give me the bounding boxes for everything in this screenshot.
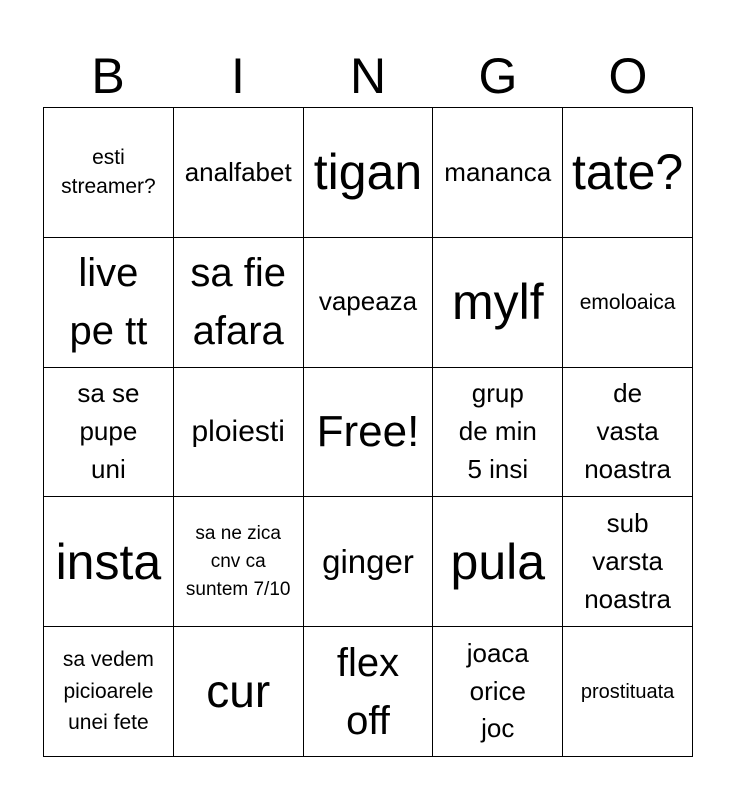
bingo-cell[interactable] [433,238,563,368]
cell-text: sa fie afara [190,251,286,354]
header-letter-o: O [608,48,648,104]
header-letter-n: N [349,48,387,104]
cell-text: sub varsta noastra [584,508,671,614]
cell-text: de vasta noastra [584,378,671,484]
bingo-cell[interactable] [174,368,304,498]
bingo-cell[interactable] [174,497,304,627]
bingo-cell[interactable] [174,627,304,757]
bingo-cell[interactable] [44,627,174,757]
cell-text: sa ne zica cnv ca suntem 7/10 [185,523,291,600]
cell-text: sa se pupe uni [77,378,140,484]
bingo-board [43,107,693,757]
bingo-cell[interactable] [174,238,304,368]
cell-text: grup de min 5 insi [458,378,537,484]
free-space[interactable] [304,368,434,498]
bingo-cell[interactable] [433,368,563,498]
bingo-cell[interactable] [44,108,174,238]
cell-text: esti streamer? [61,146,156,199]
cell-text: pula [450,533,546,590]
cell-text: sa vedem picioarele unei fete [62,648,154,735]
cell-text: flex off [336,640,400,743]
cell-text: cur [206,665,271,717]
bingo-cell[interactable] [174,108,304,238]
bingo-cell[interactable] [433,497,563,627]
cell-text: live pe tt [69,251,148,354]
header-letter-g: G [478,48,518,104]
bingo-cell[interactable] [44,368,174,498]
bingo-header [43,44,693,108]
bingo-cell[interactable] [304,238,434,368]
bingo-cell[interactable] [44,497,174,627]
bingo-cell[interactable] [563,368,693,498]
bingo-cell[interactable] [563,627,693,757]
bingo-cell[interactable] [433,627,563,757]
bingo-cell[interactable] [44,238,174,368]
bingo-cell[interactable] [563,497,693,627]
cell-text: analfabet [184,156,292,187]
cell-text: prostituata [580,680,675,703]
bingo-cell[interactable] [304,627,434,757]
header-letter-i: I [231,48,245,104]
cell-text: tigan [313,144,423,201]
cell-text: tate? [571,144,684,201]
cell-text: mananca [444,156,552,187]
bingo-cell[interactable] [304,497,434,627]
cell-text: ploiesti [191,415,285,449]
cell-text: insta [55,533,162,590]
cell-text: ginger [322,542,414,580]
bingo-cell[interactable] [304,108,434,238]
cell-text: Free! [316,407,420,457]
header-letter-b: B [91,48,125,104]
cell-text: vapeaza [318,286,418,317]
bingo-cell[interactable] [433,108,563,238]
cell-text: mylf [451,274,544,331]
cell-text: joaca orice joc [466,638,529,744]
bingo-cell[interactable] [563,238,693,368]
bingo-cell[interactable] [563,108,693,238]
cell-text: emoloaica [579,290,676,314]
